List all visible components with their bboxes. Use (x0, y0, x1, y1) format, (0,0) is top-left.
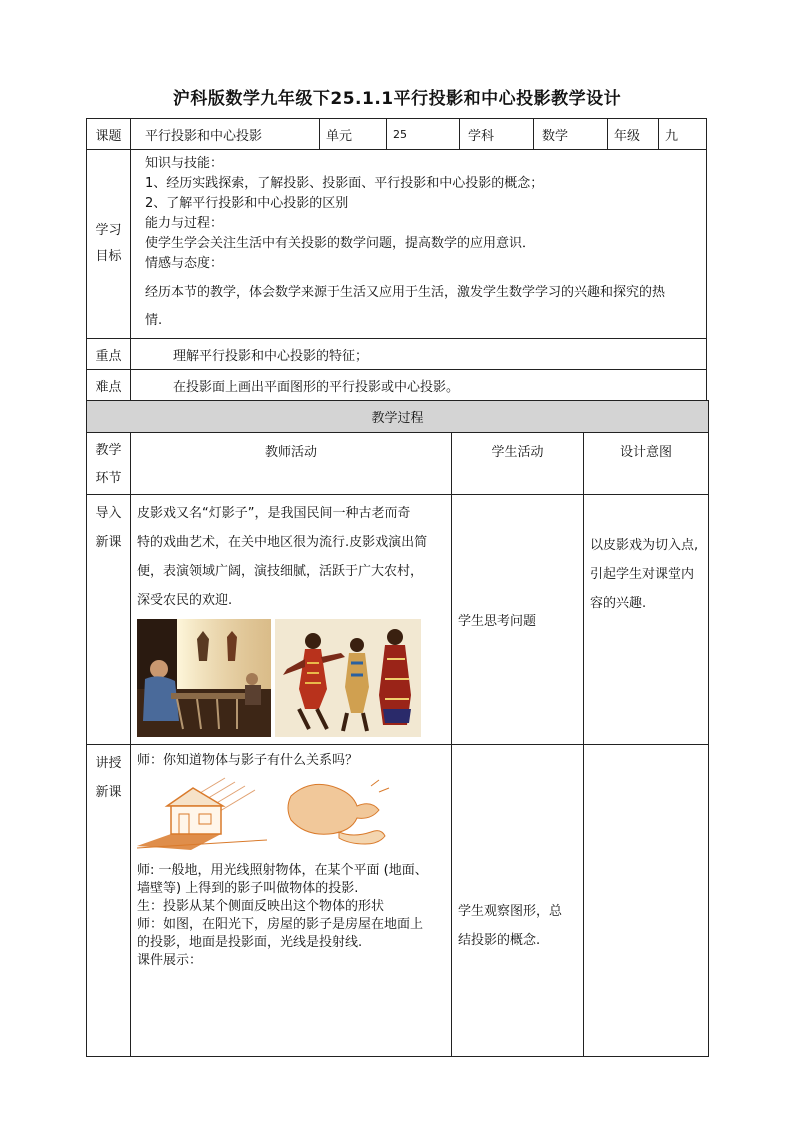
unit-value: 25 (387, 119, 460, 150)
col-intent: 设计意图 (584, 433, 709, 495)
lecture-question: 师：你知道物体与影子有什么关系吗？ (137, 753, 359, 768)
intent-line: 引起学生对课堂内 (590, 567, 695, 582)
subject-value: 数学 (534, 119, 608, 150)
hand-shadow-sketch (279, 776, 399, 850)
intro-line: 特的戏曲艺术，在关中地区很为流行.皮影戏演出简 (137, 535, 428, 550)
intro-stage-line2: 新课 (95, 535, 122, 550)
lecture-intent (584, 745, 709, 1057)
lecture-stage-line1: 讲授 (95, 756, 122, 771)
topic-value: 平行投影和中心投影 (131, 119, 320, 150)
lecture-line: 课件展示： (137, 953, 203, 968)
col-student: 学生活动 (452, 433, 584, 495)
intro-line: 深受农民的欢迎. (137, 593, 233, 608)
lecture-stage (87, 745, 131, 1057)
topic-label: 课题 (87, 119, 131, 150)
info-table (86, 118, 707, 401)
intro-line: 便，表演领域广阔，演技细腻，活跃于广大农村， (137, 564, 424, 579)
difficulty-label: 难点 (87, 370, 131, 401)
col-stage (87, 433, 131, 495)
goal-line: 情. (145, 313, 163, 328)
goal-line: 经历本节的教学，体会数学来源于生活又应用于生活，激发学生数学学习的兴趣和探究的热 (145, 285, 666, 300)
lecture-line: 墙壁等) 上得到的影子叫做物体的投影. (137, 881, 359, 896)
shadow-puppets-image (275, 619, 421, 737)
intent-line: 容的兴趣. (590, 596, 647, 611)
goal-line: 能力与过程： (145, 216, 224, 231)
goals-content (131, 150, 707, 339)
col-teacher: 教师活动 (131, 433, 452, 495)
lecture-teacher (131, 745, 452, 1057)
lecture-stage-line2: 新课 (95, 785, 122, 800)
intro-line: 皮影戏又名“灯影子”，是我国民间一种古老而奇 (137, 506, 411, 521)
intro-stage (87, 495, 131, 745)
intro-teacher (131, 495, 452, 745)
process-table (86, 400, 709, 1057)
grade-label: 年级 (608, 119, 659, 150)
col-stage-line2: 环节 (95, 471, 122, 486)
key-value: 理解平行投影和中心投影的特征； (131, 339, 707, 370)
lecture-line: 生：投影从某个侧面反映出这个物体的形状 (137, 899, 385, 914)
subject-label: 学科 (460, 119, 534, 150)
intro-stage-line1: 导入 (95, 506, 122, 521)
difficulty-value: 在投影面上画出平面图形的平行投影或中心投影。 (131, 370, 707, 401)
shadow-play-photo (137, 619, 271, 737)
intent-line: 以皮影戏为切入点, (590, 538, 699, 553)
unit-label: 单元 (320, 119, 387, 150)
lecture-student-line: 学生观察图形，总 (458, 904, 563, 919)
lecture-line: 的投影，地面是投影面，光线是投射线. (137, 935, 363, 950)
goal-line: 2、了解平行投影和中心投影的区别 (145, 196, 349, 211)
goal-line: 情感与态度： (145, 256, 224, 271)
goals-label (87, 150, 131, 339)
goal-line: 使学生学会关注生活中有关投影的数学问题，提高数学的应用意识． (145, 236, 536, 251)
house-shadow-sketch (137, 776, 267, 850)
lecture-student (452, 745, 584, 1057)
lecture-student-line: 结投影的概念. (458, 933, 541, 948)
col-stage-line1: 教学 (95, 443, 122, 458)
intro-intent (584, 495, 709, 745)
goal-line: 1、经历实践探索，了解投影、投影面、平行投影和中心投影的概念； (145, 176, 544, 191)
goals-label-line2: 目标 (95, 249, 122, 264)
lecture-line: 师: 一般地，用光线照射物体，在某个平面 (地面、 (137, 863, 428, 878)
process-header: 教学过程 (87, 401, 709, 433)
grade-value: 九 (659, 119, 707, 150)
intro-student: 学生思考问题 (452, 495, 584, 745)
goals-label-line1: 学习 (95, 223, 122, 238)
key-label: 重点 (87, 339, 131, 370)
goal-line: 知识与技能： (145, 156, 224, 171)
page-title: 沪科版数学九年级下25.1.1平行投影和中心投影教学设计 (172, 89, 622, 109)
lecture-line: 师：如图，在阳光下，房屋的影子是房屋在地面上 (137, 917, 424, 932)
